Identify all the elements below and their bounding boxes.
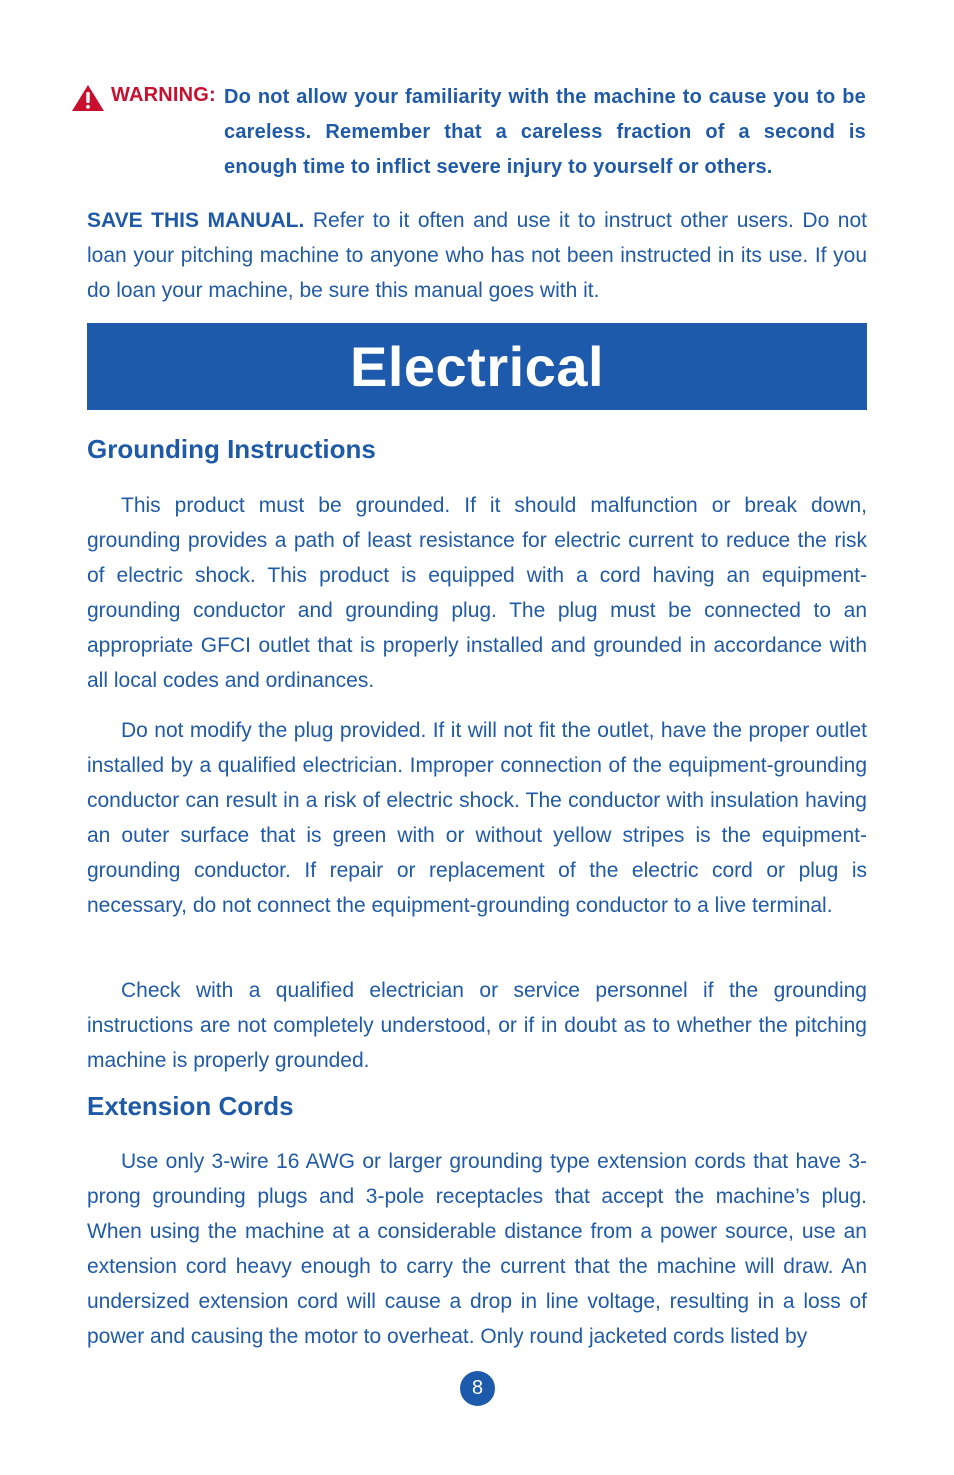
warning-triangle-icon	[71, 84, 105, 112]
page-number: 8	[460, 1371, 495, 1406]
save-manual-lead: SAVE THIS MANUAL.	[87, 209, 305, 232]
save-manual-paragraph	[87, 203, 867, 308]
save-manual-text: Refer to it often and use it to instruct other users. Do not loan your pitching machine to anyone who has not been instructed in its use. If you do loan your machine, be sure this manual goes with it.	[87, 209, 867, 302]
grounding-paragraph: Check with a qualified electrician or service personnel if the grounding instructions are not completely understood, or if in doubt as to whether the pitching machine is properly grounded.	[87, 979, 867, 1072]
grounding-paragraph: This product must be grounded. If it should malfunction or break down, grounding provides a path of least resistance for electric current to reduce the risk of electric shock. This product is equipped with a cord having an equipment-grounding conductor and grounding plug. The plug must be connected to an appropriate GFCI outlet that is properly installed and grounded in accordance with all local codes and ordinances.	[87, 494, 867, 692]
warning-block	[71, 80, 867, 190]
grounding-paragraph: Do not modify the plug provided. If it will not fit the outlet, have the proper outlet installed by a qualified electrician. Improper connection of the equipment-grounding conductor can result in a risk of electric shock. The conductor with insulation having an outer surface that is green with or without yellow stripes is the equipment-grounding conductor. If repair or replacement of the electric cord or plug is necessary, do not connect the equipment-grounding conductor to a live terminal.	[87, 719, 867, 917]
extension-paragraph: Use only 3-wire 16 AWG or larger grounding type extension cords that have 3-prong grounding plugs and 3-pole receptacles that accept the machine’s plug. When using the machine at a considerable distance from a power source, use an extension cord heavy enough to carry the current that the machine will draw. An undersized extension cord will cause a drop in line voltage, resulting in a loss of power and causing the motor to overheat. Only round jacketed cords listed by	[87, 1150, 867, 1348]
warning-label: WARNING:	[111, 84, 216, 106]
extension-heading: Extension Cords	[87, 1091, 294, 1121]
section-title: Electrical	[349, 335, 605, 398]
warning-text: Do not allow your familiarity with the machine to cause you to be careless. Remember that a careless fraction of a second is enough time to inflict severe injury to yourself or others.	[224, 86, 866, 178]
section-banner	[87, 323, 867, 410]
grounding-heading: Grounding Instructions	[87, 434, 376, 464]
